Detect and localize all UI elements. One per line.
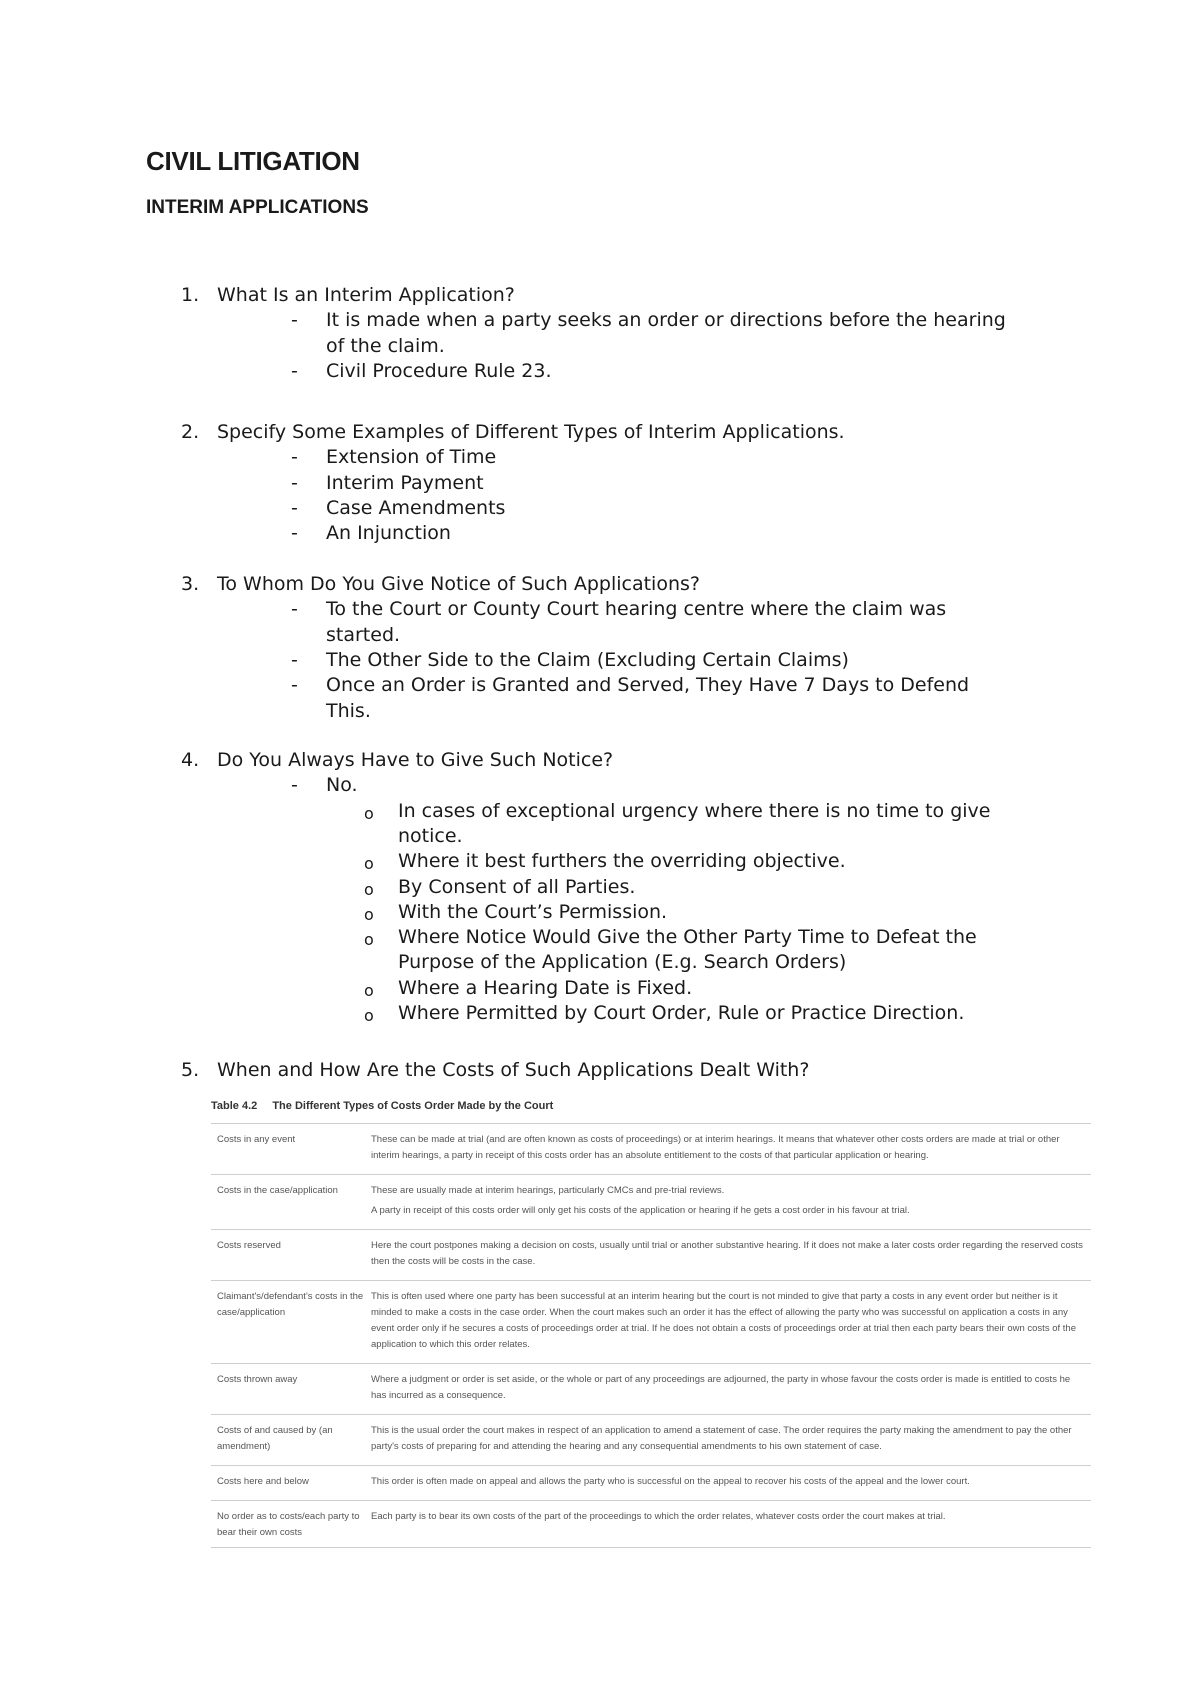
table-body bbox=[211, 1123, 1091, 1548]
costs-order-description bbox=[371, 1230, 1091, 1280]
question-text: Specify Some Examples of Different Types of Interim Applications. bbox=[217, 421, 845, 443]
answer-line: Civil Procedure Rule 23. bbox=[326, 359, 552, 382]
costs-order-type: Claimant's/defendant's costs in the case/application bbox=[217, 1291, 364, 1318]
dash-bullet: - bbox=[291, 496, 298, 519]
costs-order-description bbox=[371, 1415, 1091, 1465]
costs-order-description bbox=[371, 1175, 1091, 1229]
answer-line: This. bbox=[326, 699, 371, 722]
description-paragraph: This is often used where one party has been successful at an interim hearing but the court is not minded to give that party a costs in any event order but neither is it minded to make a costs in the case order. When the court makes such an order it has the effect of allowing the party who was successful on application a costs in any event order only if he secures a costs of proceedings order at trial. If he does not obtain a costs of proceedings order at trial then each party bears their own costs of the application to which this order relates. bbox=[371, 1291, 1076, 1350]
answer-line: To the Court or County Court hearing centre where the claim was bbox=[326, 598, 947, 621]
costs-order-table bbox=[211, 1097, 1091, 1548]
question-number: 1. bbox=[181, 284, 200, 306]
answer-line: It is made when a party seeks an order or directions before the hearing bbox=[326, 309, 1006, 332]
question-text: What Is an Interim Application? bbox=[217, 284, 515, 306]
dash-bullet: - bbox=[291, 674, 298, 697]
description-paragraph: These can be made at trial (and are often known as costs of proceedings) or at interim hearings. It means that whatever other costs orders are made at trial or other interim hearings, a party in receipt of this costs order has an absolute entitlement to the costs of that particular application or hearing. bbox=[371, 1134, 1060, 1161]
table-row bbox=[211, 1363, 1091, 1414]
table-row bbox=[211, 1280, 1091, 1363]
answer-line: Extension of Time bbox=[326, 446, 497, 469]
document-subtitle: INTERIM APPLICATIONS bbox=[146, 197, 369, 218]
dash-bullet: - bbox=[291, 522, 298, 545]
question-text: Do You Always Have to Give Such Notice? bbox=[217, 749, 614, 771]
costs-order-description bbox=[371, 1281, 1091, 1363]
sub-answer-line: notice. bbox=[398, 824, 463, 847]
document-title: CIVIL LITIGATION bbox=[146, 146, 360, 176]
sub-answer-line: With the Court’s Permission. bbox=[398, 900, 668, 923]
costs-order-type: Costs of and caused by (an amendment) bbox=[217, 1425, 333, 1452]
table-row bbox=[211, 1465, 1091, 1500]
answer-line: An Injunction bbox=[326, 522, 451, 545]
circle-bullet: o bbox=[364, 803, 374, 823]
table-caption-title: The Different Types of Costs Order Made by the Court bbox=[272, 1100, 554, 1112]
table-row bbox=[211, 1174, 1091, 1229]
dash-bullet: - bbox=[291, 648, 298, 671]
costs-order-type: Costs in the case/application bbox=[217, 1185, 338, 1196]
dash-bullet: - bbox=[291, 471, 298, 494]
sub-answer-line: Where a Hearing Date is Fixed. bbox=[398, 976, 693, 999]
circle-bullet: o bbox=[364, 980, 374, 1000]
answer-line: No. bbox=[326, 774, 358, 797]
costs-order-description bbox=[371, 1364, 1091, 1414]
description-paragraph: These are usually made at interim hearings, particularly CMCs and pre-trial reviews. bbox=[371, 1185, 725, 1196]
circle-bullet: o bbox=[364, 904, 374, 924]
table-caption bbox=[211, 1097, 1091, 1115]
table-row bbox=[211, 1229, 1091, 1280]
question-number: 4. bbox=[181, 749, 200, 771]
description-paragraph: Where a judgment or order is set aside, or the whole or part of any proceedings are adjourned, the party in whose favour the costs order is made is entitled to costs he has incurred as a consequence. bbox=[371, 1374, 1071, 1401]
description-paragraph: A party in receipt of this costs order will only get his costs of the application or hearing if he gets a cost order in his favour at trial. bbox=[371, 1205, 910, 1216]
answer-line: Once an Order is Granted and Served, They Have 7 Days to Defend bbox=[326, 674, 970, 697]
answer-line: started. bbox=[326, 623, 401, 646]
description-paragraph: This order is often made on appeal and allows the party who is successful on the appeal to recover his costs of the appeal and the lower court. bbox=[371, 1476, 970, 1487]
costs-order-type: Costs in any event bbox=[217, 1134, 296, 1145]
costs-order-type: Costs here and below bbox=[217, 1476, 309, 1487]
answer-line: Interim Payment bbox=[326, 471, 484, 494]
sub-answer-line: Where Notice Would Give the Other Party Time to Defeat the bbox=[398, 926, 977, 949]
sub-answer-line: In cases of exceptional urgency where there is no time to give bbox=[398, 799, 991, 822]
answer-line: Case Amendments bbox=[326, 496, 506, 519]
sub-answer-line: By Consent of all Parties. bbox=[398, 875, 636, 898]
dash-bullet: - bbox=[291, 309, 298, 332]
answer-line: The Other Side to the Claim (Excluding Certain Claims) bbox=[326, 648, 849, 671]
table-row bbox=[211, 1414, 1091, 1465]
costs-order-type: Costs thrown away bbox=[217, 1374, 298, 1385]
costs-order-description bbox=[371, 1466, 1091, 1500]
table-row bbox=[211, 1500, 1091, 1548]
dash-bullet: - bbox=[291, 359, 298, 382]
dash-bullet: - bbox=[291, 446, 298, 469]
costs-order-description bbox=[371, 1124, 1091, 1174]
sub-answer-line: Purpose of the Application (E.g. Search Orders) bbox=[398, 951, 847, 974]
costs-order-type: Costs reserved bbox=[217, 1240, 281, 1251]
costs-order-description bbox=[371, 1501, 1091, 1547]
question-number: 5. bbox=[181, 1059, 200, 1081]
table-caption-number: Table 4.2 bbox=[211, 1100, 258, 1112]
description-paragraph: This is the usual order the court makes in respect of an application to amend a statement of case. The order requires the party making the amendment to pay the other party's costs of preparing for and attending the hearing and any consequential amendments to his own statement of case. bbox=[371, 1425, 1072, 1452]
circle-bullet: o bbox=[364, 879, 374, 899]
question-number: 2. bbox=[181, 421, 200, 443]
question-text: When and How Are the Costs of Such Applications Dealt With? bbox=[217, 1059, 810, 1081]
sub-answer-line: Where it best furthers the overriding objective. bbox=[398, 850, 846, 873]
dash-bullet: - bbox=[291, 774, 298, 797]
circle-bullet: o bbox=[364, 854, 374, 874]
circle-bullet: o bbox=[364, 1006, 374, 1025]
question-number: 3. bbox=[181, 573, 200, 595]
costs-order-type: No order as to costs/each party to bear their own costs bbox=[217, 1511, 360, 1538]
question-text: To Whom Do You Give Notice of Such Applications? bbox=[217, 573, 700, 595]
description-paragraph: Here the court postpones making a decision on costs, usually until trial or another substantive hearing. If it does not make a later costs order regarding the reserved costs then the costs will be costs in the case. bbox=[371, 1240, 1083, 1267]
dash-bullet: - bbox=[291, 598, 298, 621]
sub-answer-line: Where Permitted by Court Order, Rule or Practice Direction. bbox=[398, 1002, 965, 1024]
answer-line: of the claim. bbox=[326, 334, 445, 357]
table-row bbox=[211, 1123, 1091, 1174]
circle-bullet: o bbox=[364, 930, 374, 950]
description-paragraph: Each party is to bear its own costs of the part of the proceedings to which the order relates, whatever costs order the court makes at trial. bbox=[371, 1511, 946, 1522]
